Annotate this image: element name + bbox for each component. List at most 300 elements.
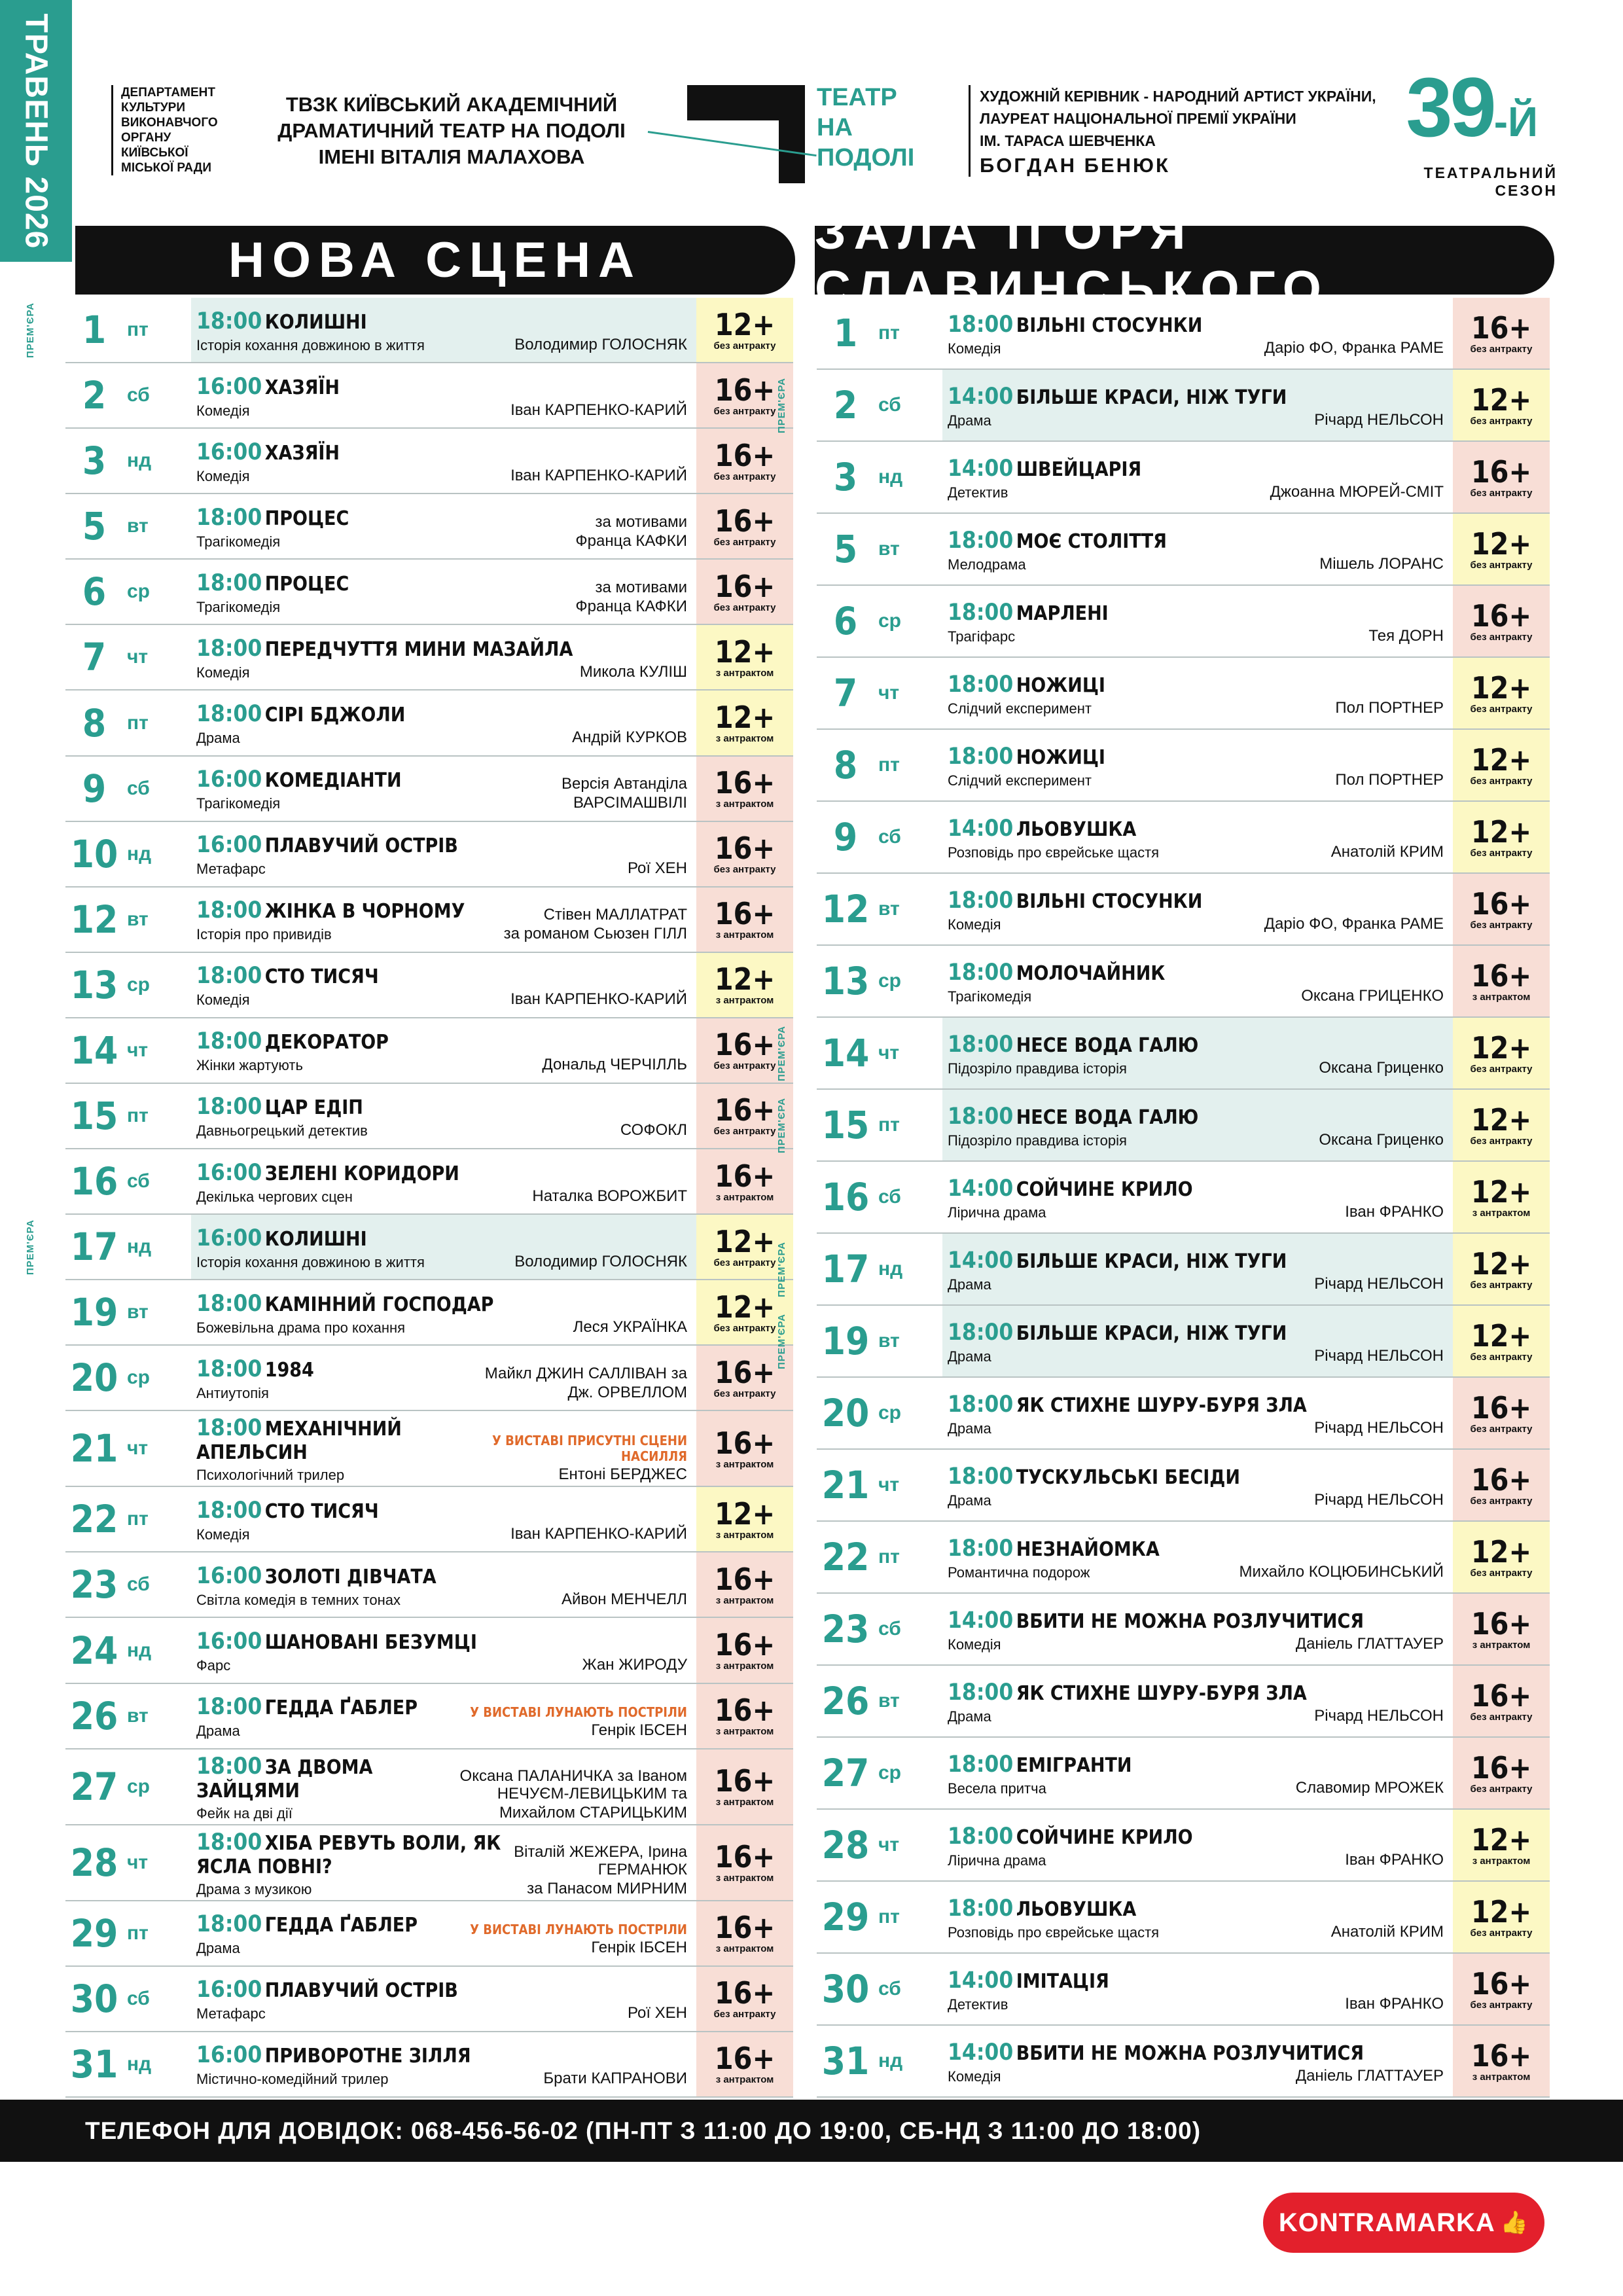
age-value: 16+ [1471, 1749, 1532, 1785]
director-block [969, 85, 1376, 177]
intermission-note: з антрактом [1472, 991, 1531, 1003]
show-line-bottom [948, 987, 1444, 1005]
show-author: Рої ХЕН [628, 2004, 687, 2022]
schedule-row[interactable] [65, 363, 793, 429]
day-of-week: сб [127, 1987, 150, 2009]
show-info [942, 1882, 1453, 1952]
show-author: Річард НЕЛЬСОН [1314, 1706, 1444, 1725]
show-genre: Драма з музикою [196, 1880, 312, 1897]
schedule-row[interactable] [65, 1346, 793, 1411]
age-value: 16+ [714, 1839, 776, 1875]
schedule-row[interactable] [65, 1684, 793, 1749]
show-genre: Комедія [196, 664, 250, 681]
intermission-note: без антракту [1470, 1063, 1533, 1075]
show-line-bottom [196, 990, 687, 1008]
show-title: ЖІНКА В ЧОРНОМУ [264, 900, 465, 924]
day-of-week: чт [878, 1474, 900, 1496]
show-heading [196, 570, 349, 596]
day-of-week: пт [127, 1508, 149, 1530]
schedule-new-stage [25, 298, 793, 2098]
intermission-note: без антракту [713, 340, 776, 351]
age-value: 12+ [1471, 1174, 1532, 1210]
age-value: 12+ [1471, 742, 1532, 778]
schedule-row[interactable] [817, 946, 1550, 1018]
day-of-week: чт [878, 1834, 900, 1856]
show-genre: Лірична драма [948, 1204, 1046, 1221]
show-time: 16:00 [196, 1159, 262, 1186]
intermission-note: з антрактом [715, 1873, 774, 1884]
premiere-tag [772, 1306, 792, 1376]
show-heading [948, 816, 1136, 842]
schedule-row[interactable] [817, 1954, 1550, 2026]
show-heading [196, 1415, 466, 1464]
show-time: 18:00 [948, 1895, 1014, 1922]
show-info [191, 888, 696, 952]
age-value: 16+ [1471, 1965, 1532, 2001]
schedule-row[interactable] [25, 1215, 793, 1280]
schedule-row[interactable] [65, 1749, 793, 1825]
intermission-note: без антракту [1470, 631, 1533, 643]
age-rating [1453, 2026, 1550, 2096]
show-info [942, 802, 1453, 872]
show-line-bottom [948, 1275, 1444, 1293]
schedule-row[interactable] [776, 1018, 1550, 1090]
show-title: СТО ТИСЯЧ [264, 965, 379, 989]
show-line-top [948, 672, 1444, 698]
schedule-row[interactable] [65, 1280, 793, 1346]
schedule-row[interactable] [65, 429, 793, 494]
show-title: БІЛЬШЕ КРАСИ, НІЖ ТУГИ [1016, 1249, 1287, 1273]
age-value: 12+ [714, 1496, 776, 1532]
show-author: Рої ХЕН [628, 859, 687, 878]
schedule-row[interactable] [65, 560, 793, 625]
schedule-row[interactable] [65, 625, 793, 691]
show-title: ПЛАВУЧИЙ ОСТРІВ [264, 834, 458, 858]
age-rating [696, 757, 793, 821]
show-title: ЗЕЛЕНІ КОРИДОРИ [264, 1162, 459, 1185]
show-line-top [948, 888, 1444, 914]
day-of-week: пт [878, 1114, 900, 1136]
day-number: 30 [821, 1967, 870, 2011]
intermission-note: без антракту [1470, 775, 1533, 787]
schedule-row[interactable] [65, 953, 793, 1018]
show-author: Іван ФРАНКО [1345, 1202, 1444, 1221]
schedule-row[interactable] [817, 298, 1550, 370]
theatre-name-line: ТВЗК КИЇВСЬКИЙ АКАДЕМІЧНИЙ [285, 93, 618, 116]
show-line-bottom [196, 532, 687, 550]
show-info [942, 1810, 1453, 1880]
logo-text [817, 82, 914, 173]
age-rating [696, 1825, 793, 1900]
show-line-top [948, 960, 1444, 986]
season-number-value: 39 [1406, 61, 1494, 154]
show-line-bottom [948, 1419, 1444, 1437]
schedule-row[interactable] [817, 1378, 1550, 1450]
show-title: ПЛАВУЧИЙ ОСТРІВ [264, 1979, 458, 2003]
intermission-note: з антрактом [1472, 1855, 1531, 1867]
show-time: 16:00 [196, 439, 262, 465]
age-rating [1453, 1162, 1550, 1232]
show-author: Наталка ВОРОЖБИТ [532, 1187, 687, 1205]
show-genre: Слідчий експеримент [948, 772, 1092, 789]
season-badge [1361, 61, 1558, 200]
show-time: 18:00 [948, 1319, 1014, 1346]
show-line-bottom [196, 2004, 687, 2022]
show-title: КОЛИШНІ [264, 310, 367, 334]
show-title: НЕСЕ ВОДА ГАЛЮ [1016, 1105, 1199, 1129]
age-rating [1453, 1810, 1550, 1880]
author-top: за мотивами [595, 512, 687, 531]
schedule-row[interactable] [817, 1810, 1550, 1882]
show-title: МАРЛЕНІ [1016, 601, 1109, 625]
day-of-week: чт [878, 1042, 900, 1064]
show-info [942, 514, 1453, 584]
age-value: 16+ [1471, 886, 1532, 922]
schedule-row[interactable] [817, 1522, 1550, 1594]
show-heading [196, 1694, 418, 1720]
age-rating [1453, 1882, 1550, 1952]
day-of-week: пт [127, 1922, 149, 1944]
show-title: ТУСКУЛЬСЬКІ БЕСІДИ [1016, 1465, 1240, 1489]
intermission-note: з антрактом [715, 1943, 774, 1955]
show-heading [196, 505, 349, 531]
schedule-row[interactable] [65, 1487, 793, 1552]
schedule-row[interactable] [65, 1411, 793, 1487]
show-title: ЯК СТИХНЕ ШУРУ-БУРЯ ЗЛА [1016, 1681, 1307, 1705]
show-time: 14:00 [948, 815, 1014, 842]
show-info [191, 429, 696, 493]
show-info [191, 1084, 696, 1148]
schedule-row[interactable] [776, 370, 1550, 442]
show-genre: Комедія [196, 992, 250, 1009]
theatre-name [275, 92, 628, 170]
day-of-week: ср [878, 610, 902, 632]
day-of-week: нд [878, 466, 903, 488]
show-title: ІМІТАЦІЯ [1016, 1969, 1109, 1993]
show-line-top [196, 701, 687, 727]
schedule-row[interactable] [65, 757, 793, 822]
show-title: КАМІННИЙ ГОСПОДАР [264, 1293, 494, 1316]
show-info [942, 586, 1453, 656]
show-time: 18:00 [196, 1355, 262, 1382]
schedule-row[interactable] [817, 730, 1550, 802]
show-line-bottom [948, 1923, 1444, 1941]
show-info [942, 298, 1453, 368]
schedule-row[interactable] [776, 1090, 1550, 1162]
intermission-note: з антрактом [715, 1191, 774, 1203]
day-number: 7 [833, 671, 858, 715]
intermission-note: без антракту [1470, 487, 1533, 499]
show-author: Річард НЕЛЬСОН [1314, 1274, 1444, 1293]
intermission-note: без антракту [1470, 1135, 1533, 1147]
kontramarka-button[interactable] [1263, 2193, 1544, 2253]
show-line-bottom [196, 1056, 687, 1073]
author-top: Версія Автанділа [562, 775, 687, 793]
show-line-bottom [948, 843, 1444, 861]
show-author: Жан ЖИРОДУ [582, 1656, 687, 1674]
show-line-bottom [948, 699, 1444, 717]
show-genre: Детектив [948, 484, 1008, 501]
logo-vertical-shape [779, 85, 805, 183]
show-time: 14:00 [948, 455, 1014, 482]
show-author: ВАРСІМАШВІЛІ [573, 794, 687, 812]
schedule-row[interactable] [65, 1084, 793, 1149]
schedule-row[interactable] [65, 1901, 793, 1967]
show-line-top [196, 308, 687, 334]
schedule-row[interactable] [817, 442, 1550, 514]
age-rating [1453, 874, 1550, 944]
schedule-row[interactable] [817, 1738, 1550, 1810]
intermission-note: без антракту [1470, 703, 1533, 715]
show-title: ШАНОВАНІ БЕЗУМЦІ [264, 1631, 477, 1655]
show-time: 16:00 [196, 1977, 262, 2003]
intermission-note: без антракту [1470, 415, 1533, 427]
schedule-row[interactable] [65, 1552, 793, 1618]
show-title: МОЄ СТОЛІТТЯ [1016, 529, 1167, 553]
schedule-row[interactable] [817, 1162, 1550, 1234]
schedule-row[interactable] [65, 2032, 793, 2098]
day-number: 16 [70, 1159, 118, 1204]
show-line-bottom [196, 1465, 687, 1483]
age-rating [1453, 586, 1550, 656]
show-time: 16:00 [196, 2042, 262, 2069]
show-title: ВБИТИ НЕ МОЖНА РОЗЛУЧИТИСЯ [1016, 2041, 1364, 2065]
schedule-row[interactable] [65, 494, 793, 560]
schedule-row[interactable] [817, 1882, 1550, 1954]
warning-note: У ВИСТАВІ ПРИСУТНІ СЦЕНИ НАСИЛЛЯ [492, 1433, 687, 1465]
show-info [191, 1149, 696, 1213]
show-line-top [196, 1291, 687, 1317]
day-of-week: ср [878, 970, 902, 992]
premiere-tag [772, 370, 792, 440]
premiere-tag [21, 298, 41, 362]
day-number: 27 [821, 1751, 870, 1795]
show-genre: Розповідь про єврейське щастя [948, 844, 1160, 861]
age-rating [1453, 1522, 1550, 1592]
show-author: Джоанна МЮРЕЙ-СМІТ [1270, 482, 1444, 501]
intermission-note: без антракту [713, 864, 776, 876]
schedule-row[interactable] [65, 822, 793, 888]
schedule-row[interactable] [817, 514, 1550, 586]
day-number: 31 [821, 2039, 870, 2083]
show-author: Річард НЕЛЬСОН [1314, 1346, 1444, 1365]
schedule-row[interactable] [817, 874, 1550, 946]
show-title: 1984 [264, 1358, 314, 1382]
schedule-row[interactable] [65, 1825, 793, 1901]
age-rating [696, 625, 793, 689]
show-heading [948, 1103, 1198, 1130]
show-author: за Панасом МИРНИМ [527, 1879, 687, 1897]
show-time: 18:00 [948, 743, 1014, 770]
show-heading [948, 960, 1165, 986]
schedule-row[interactable] [817, 1450, 1550, 1522]
day-of-week: ср [127, 581, 151, 603]
season-suffix: -Й [1493, 98, 1538, 145]
intermission-note: з антрактом [715, 995, 774, 1007]
show-title: ПРОЦЕС [264, 507, 349, 530]
intermission-note: з антрактом [715, 1594, 774, 1606]
show-info [191, 2032, 696, 2096]
premiere-label: ПРЕМ'ЄРА [776, 1097, 788, 1153]
show-heading [948, 528, 1167, 554]
day-of-week: нд [127, 2053, 152, 2075]
age-rating [696, 1749, 793, 1824]
show-info [942, 1738, 1453, 1808]
show-author: Даріо ФО, Франка РАМЕ [1264, 914, 1444, 933]
show-line-top [196, 832, 687, 858]
day-of-week: вт [878, 898, 900, 920]
show-info [942, 2026, 1453, 2096]
schedule-row[interactable] [65, 1618, 793, 1683]
show-time: 18:00 [196, 1415, 262, 1442]
show-title: ХІБА РЕВУТЬ ВОЛИ, ЯК ЯСЛА ПОВНІ? [196, 1831, 501, 1878]
show-genre: Драма [948, 412, 991, 429]
day-number: 17 [821, 1247, 870, 1291]
age-value: 16+ [714, 1092, 776, 1128]
show-info [191, 953, 696, 1017]
show-author: Михайло КОЦЮБИНСЬКИЙ [1239, 1562, 1444, 1581]
day-number: 5 [833, 527, 858, 571]
show-heading [948, 1535, 1160, 1562]
show-line-bottom [948, 1059, 1444, 1077]
day-number: 9 [82, 766, 107, 811]
show-heading [948, 1967, 1109, 1994]
day-number: 28 [821, 1823, 870, 1867]
day-of-week: пт [127, 1104, 149, 1126]
intermission-note: без антракту [1470, 1351, 1533, 1363]
show-heading [196, 2042, 471, 2068]
intermission-note: без антракту [713, 1322, 776, 1334]
show-genre: Трагікомедія [948, 988, 1032, 1005]
season-number [1361, 61, 1538, 164]
schedule-row[interactable] [776, 1306, 1550, 1378]
show-line-bottom [196, 1384, 687, 1401]
day-number: 23 [821, 1607, 870, 1651]
age-rating [696, 2032, 793, 2096]
age-rating [1453, 658, 1550, 728]
show-line-top [196, 766, 687, 793]
director-line: ІМ. ТАРАСА ШЕВЧЕНКА [980, 132, 1156, 149]
age-value: 12+ [1471, 1246, 1532, 1282]
show-author: Річард НЕЛЬСОН [1314, 1418, 1444, 1437]
schedule-row[interactable] [817, 2026, 1550, 2098]
show-line-top [948, 2039, 1444, 2066]
show-time: 18:00 [948, 599, 1014, 626]
show-line-bottom [196, 859, 687, 877]
show-author: Айвон МЕНЧЕЛЛ [562, 1590, 687, 1608]
day-of-week: сб [127, 1573, 150, 1596]
show-genre: Комедія [196, 467, 250, 484]
age-value: 12+ [1471, 1821, 1532, 1857]
show-time: 16:00 [196, 832, 262, 859]
show-line-bottom [948, 1635, 1444, 1653]
department-label [111, 85, 236, 175]
schedule-row[interactable] [25, 298, 793, 363]
show-info [191, 1552, 696, 1617]
show-author: Славомир МРОЖЕК [1295, 1778, 1444, 1797]
show-genre: Історія про привидів [196, 926, 332, 943]
schedule-row[interactable] [65, 691, 793, 756]
show-author: Іван КАРПЕНКО-КАРИЙ [510, 466, 687, 484]
show-title: ПРОЦЕС [264, 572, 349, 596]
age-rating [1453, 1954, 1550, 2024]
intermission-note: з антрактом [715, 798, 774, 810]
schedule-row[interactable] [817, 1594, 1550, 1666]
schedule-row[interactable] [817, 658, 1550, 730]
show-heading [196, 701, 405, 727]
age-rating [1453, 442, 1550, 512]
day-number: 1 [82, 308, 107, 353]
show-line-top [948, 744, 1444, 770]
age-rating [696, 1411, 793, 1486]
author-top: за мотивами [595, 578, 687, 596]
schedule-row[interactable] [65, 1149, 793, 1215]
schedule-row[interactable] [776, 1234, 1550, 1306]
day-of-week: нд [127, 1639, 152, 1661]
schedule-row[interactable] [65, 1967, 793, 2032]
show-line-bottom [196, 1525, 687, 1543]
show-genre: Драма [948, 1492, 991, 1509]
show-heading [948, 1319, 1287, 1346]
show-title: СІРІ БДЖОЛИ [264, 704, 406, 726]
schedule-row[interactable] [817, 1666, 1550, 1738]
show-author: Даріо ФО, Франка РАМЕ [1264, 338, 1444, 357]
show-author: Ентоні БЕРДЖЕС [558, 1465, 687, 1484]
show-time: 14:00 [948, 1607, 1014, 1634]
show-title: ВІЛЬНІ СТОСУНКИ [1016, 889, 1203, 913]
day-number: 22 [821, 1535, 870, 1579]
show-title: ЯК СТИХНЕ ШУРУ-БУРЯ ЗЛА [1016, 1393, 1307, 1417]
show-genre: Драма [196, 1723, 240, 1740]
show-time: 18:00 [196, 1028, 262, 1055]
show-line-top [948, 384, 1444, 410]
show-time: 18:00 [948, 1103, 1014, 1130]
show-title: ПРИВОРОТНЕ ЗІЛЛЯ [264, 2045, 471, 2068]
age-value: 16+ [714, 1627, 776, 1663]
show-line-top [196, 1415, 687, 1464]
premiere-tag [772, 1018, 792, 1088]
show-author: Іван ФРАНКО [1345, 1850, 1444, 1869]
day-number: 28 [70, 1840, 118, 1885]
show-line-bottom [948, 1203, 1444, 1221]
show-author: Оксана ГРИЦЕНКО [1301, 986, 1444, 1005]
show-heading [196, 963, 379, 989]
premiere-tag [772, 1234, 792, 1304]
show-author: Мішель ЛОРАНС [1319, 554, 1444, 573]
show-genre: Жінки жартують [196, 1057, 303, 1074]
show-heading [196, 766, 402, 793]
show-heading [948, 1391, 1307, 1418]
show-time: 18:00 [196, 1829, 262, 1856]
show-author: Микола КУЛІШ [579, 662, 687, 681]
kontramarka-label: KONTRAMARKA [1278, 2208, 1495, 2237]
intermission-note: без антракту [1470, 1495, 1533, 1507]
schedule-row[interactable] [65, 888, 793, 953]
schedule-row[interactable] [817, 586, 1550, 658]
show-line-top [196, 1753, 687, 1803]
age-value: 12+ [1471, 670, 1532, 706]
day-of-week: сб [878, 826, 901, 848]
show-line-bottom [948, 1851, 1444, 1869]
day-number: 20 [821, 1391, 870, 1435]
schedule-row[interactable] [65, 1018, 793, 1084]
show-line-bottom [196, 401, 687, 419]
intermission-note: без антракту [713, 471, 776, 482]
intermission-note: з антрактом [1472, 1639, 1531, 1651]
schedule-row[interactable] [817, 802, 1550, 874]
day-number: 31 [70, 2041, 118, 2087]
logo-text-line: ПОДОЛІ [817, 144, 915, 171]
